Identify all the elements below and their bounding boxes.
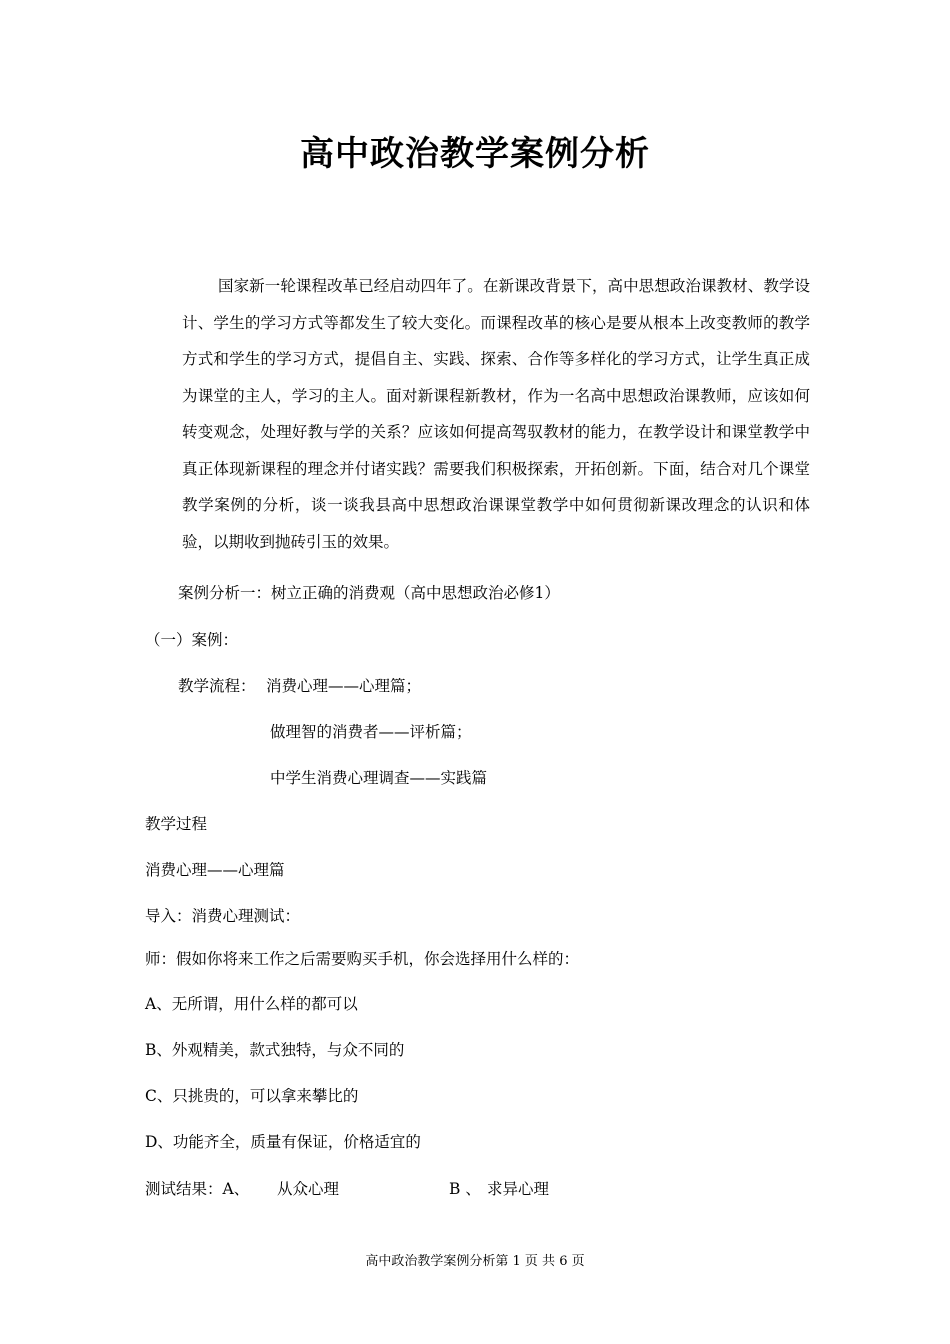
case1-heading: 案例分析一：树立正确的消费观（高中思想政治必修1） [178, 584, 560, 602]
process-heading: 教学过程 [145, 815, 208, 833]
flow-item: 中学生消费心理调查——实践篇 [270, 769, 488, 787]
result-a: 从众心理 [277, 1180, 340, 1198]
flow-item: 做理智的消费者——评析篇； [270, 723, 472, 741]
option-a: A、无所谓，用什么样的都可以 [145, 995, 358, 1013]
option-c: C、只挑贵的，可以拿来攀比的 [145, 1087, 359, 1105]
result-b-label: B 、 [449, 1180, 481, 1198]
subheading: 消费心理——心理篇 [145, 861, 285, 879]
flow-label: 教学流程： [178, 677, 256, 695]
question: 师：假如你将来工作之后需要购买手机，你会选择用什么样的： [145, 950, 580, 968]
result-label: 测试结果：A、 [145, 1180, 250, 1198]
option-b: B、外观精美，款式独特，与众不同的 [145, 1041, 405, 1059]
option-d: D、功能齐全，质量有保证，价格适宜的 [145, 1133, 421, 1151]
intro-test: 导入：消费心理测试： [145, 907, 301, 925]
page-footer: 高中政治教学案例分析第 1 页 共 6 页 [365, 1254, 585, 1269]
flow-item: 消费心理——心理篇； [266, 677, 422, 695]
page-title: 高中政治教学案例分析 [300, 134, 650, 174]
section-case: （一）案例： [145, 631, 239, 649]
intro-paragraph: 国家新一轮课程改革已经启动四年了。在新课改背景下，高中思想政治课教材、教学设计、学生的学习方式等都发生了较大变化。而课程改革的核心是要从根本上改变教师的教学方式和学生的学习方式，提倡自主、实践、探索、合作等多样化的学习方式，让学生真正成为课堂的主人，学习的主人。面对新课程新教材，作为一名高中思想政治课教师，应该如何转变观念，处理好教与学的关系？应该如何提高驾驭教材的能力，在教学设计和课堂教学中真正体现新课程的理念并付诸实践？需要我们积极探索，开拓创新。下面，结合对几个课堂教学案例的分析，谈一谈我县高中思想政治课课堂教学中如何贯彻新课改理念的认识和体验，以期收到抛砖引玉的效果。 [182, 277, 810, 551]
result-b: 求异心理 [487, 1180, 550, 1198]
